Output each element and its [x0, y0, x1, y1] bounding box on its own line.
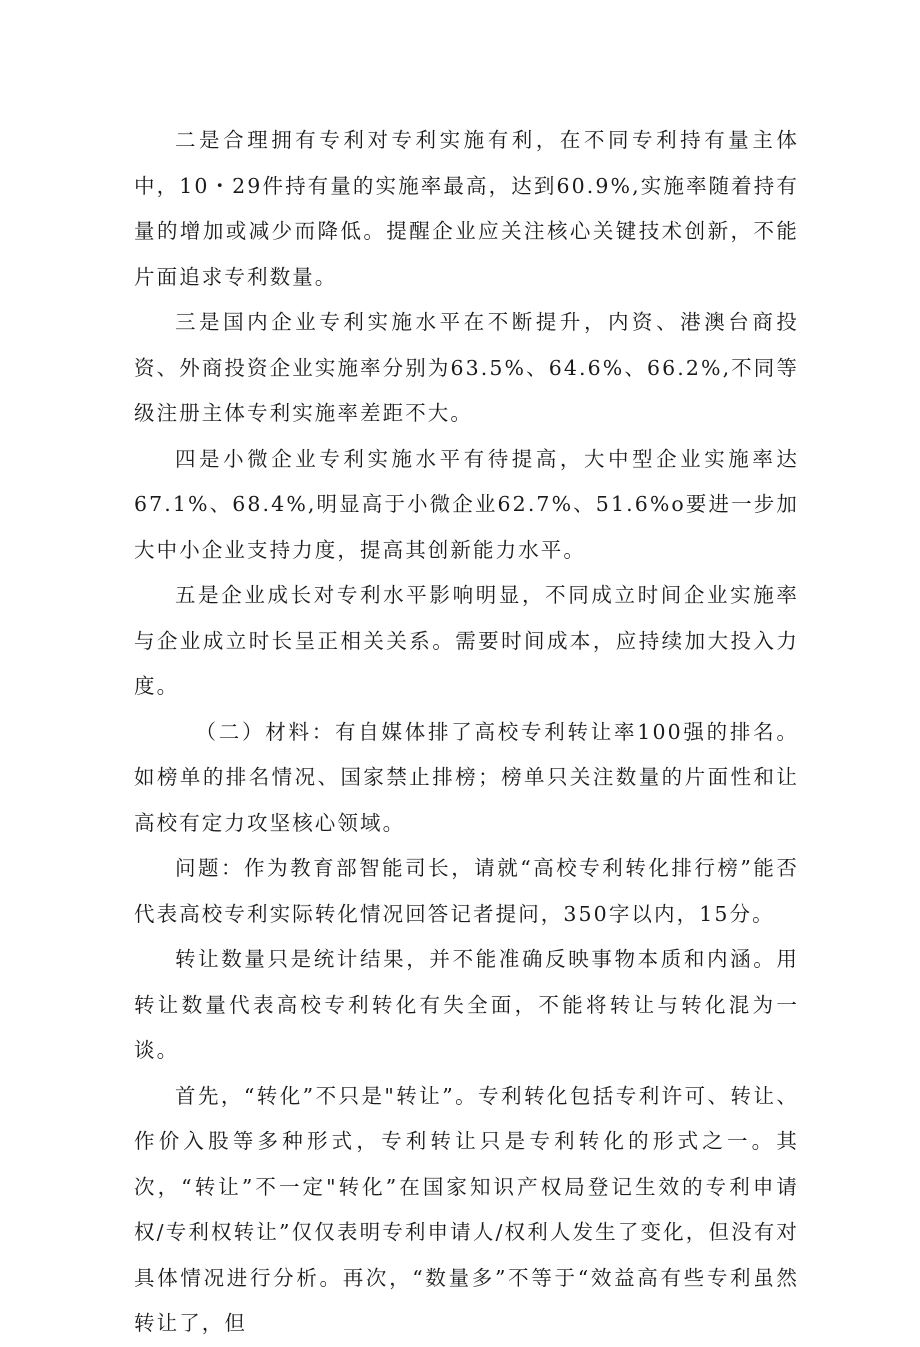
paragraph-answer-detail: 首先，“转化”不只是"转让”。专利转化包括专利许可、转让、作价入股等多种形式，专利转让只是专利转化的形式之一。其次，“转让”不一定"转化”在国家知识产权局登记生效的专利申请权/专利权转让”仅仅表明专利申请人/权利人发生了变化，但没有对具体情况进行分析。再次，“数量多”不等于“效益高有些专利虽然转让了，但: [134, 1083, 799, 1335]
paragraph-point-five: 五是企业成长对专利水平影响明显，不同成立时间企业实施率与企业成立时长呈正相关关系。需要时间成本，应持续加大投入力度。: [134, 583, 799, 698]
paragraph-point-three: 三是国内企业专利实施水平在不断提升，内资、港澳台商投资、外商投资企业实施率分别为63.5%、64.6%、66.2%,不同等级注册主体专利实施率差距不大。: [134, 310, 799, 425]
paragraph-answer-intro: 转让数量只是统计结果，并不能准确反映事物本质和内涵。用转让数量代表高校专利转化有失全面，不能将转让与转化混为一谈。: [134, 947, 799, 1062]
paragraph-point-four: 四是小微企业专利实施水平有待提高，大中型企业实施率达67.1%、68.4%,明显高于小微企业62.7%、51.6%o要进一步加大中小企业支持力度，提高其创新能力水平。: [134, 446, 799, 562]
paragraph-point-two: 二是合理拥有专利对专利实施有利，在不同专利持有量主体中，10・29件持有量的实施率最高，达到60.9%,实施率随着持有量的增加或减少而降低。提醒企业应关注核心关键技术创新，不能片面追求专利数量。: [134, 128, 799, 289]
document-body: [134, 118, 799, 1347]
paragraph-question: 问题：作为教育部智能司长，请就“高校专利转化排行榜”能否代表高校专利实际转化情况回答记者提问，350字以内，15分。: [134, 856, 799, 926]
paragraph-material-two: （二）材料：有自媒体排了高校专利转让率100强的排名。如榜单的排名情况、国家禁止排榜；榜单只关注数量的片面性和让高校有定力攻坚核心领域。: [134, 719, 799, 835]
